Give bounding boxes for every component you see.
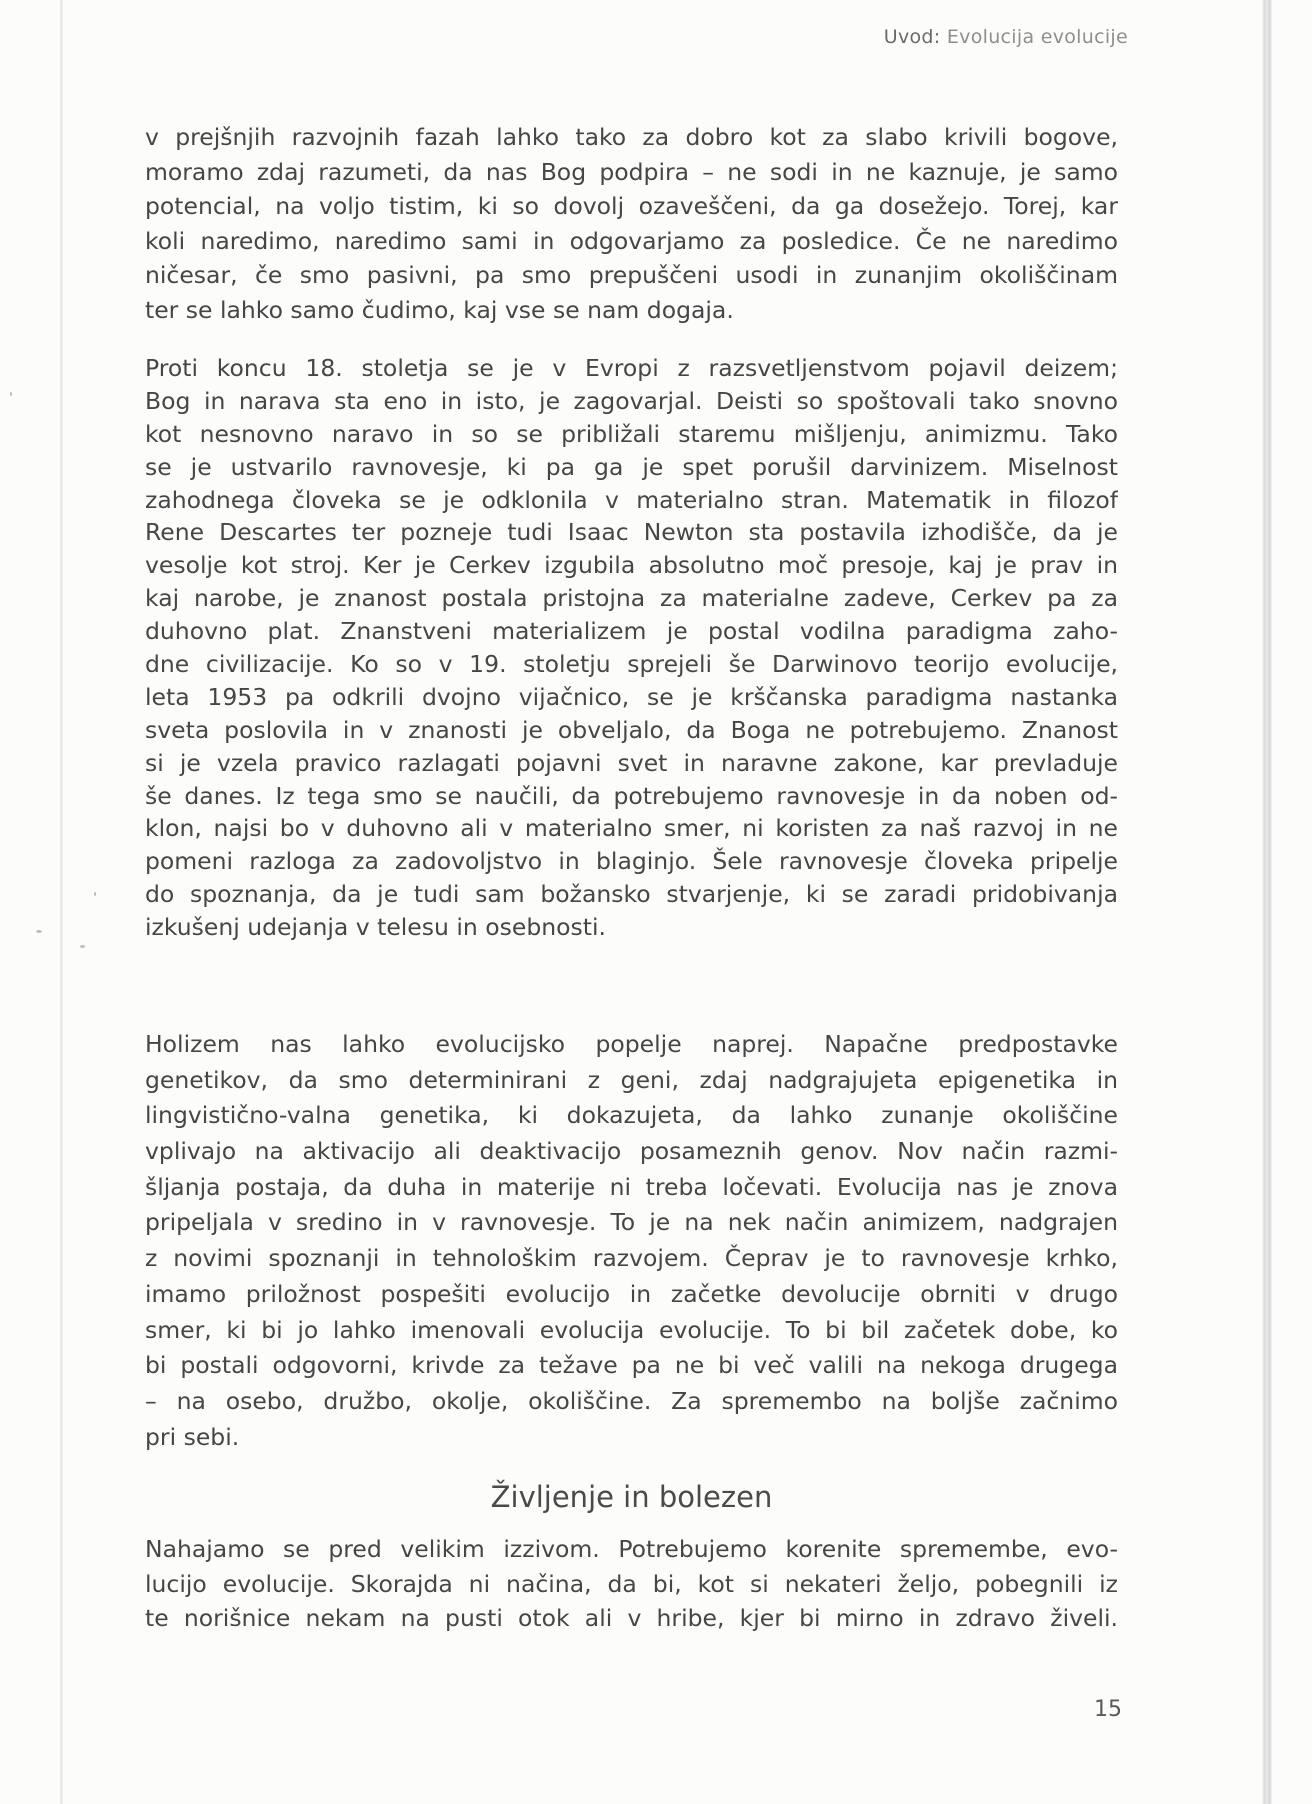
paragraph-4 bbox=[145, 1532, 1118, 1636]
text-line: zahodnega človeka se je odklonila v materialno stran. Matematik in filozof bbox=[145, 485, 1118, 514]
page-number: 15 bbox=[1094, 1697, 1122, 1722]
text-line: moramo zdaj razumeti, da nas Bog podpira – ne sodi in ne kaznuje, je samo bbox=[145, 157, 1118, 186]
text-line: Rene Descartes ter pozneje tudi Isaac Newton sta postavila izhodišče, da je bbox=[145, 518, 1118, 547]
text-line: – na osebo, družbo, okolje, okoliščine. Za spremembo na boljše začnimo bbox=[145, 1386, 1118, 1415]
page-left-edge-shadow bbox=[60, 0, 63, 1804]
text-line: te norišnice nekam na pusti otok ali v hribe, kjer bi mirno in zdravo živeli. bbox=[145, 1604, 1118, 1632]
text-line: lucijo evolucije. Skorajda ni načina, da bi, kot si nekateri željo, pobegnili iz bbox=[145, 1569, 1118, 1598]
running-header-part: Uvod: bbox=[883, 26, 941, 48]
text-line: imamo priložnost pospešiti evolucijo in začetke devolucije obrniti v drugo bbox=[145, 1279, 1118, 1308]
text-line: dne civilizacije. Ko so v 19. stoletju sprejeli še Darwinovo teorijo evolucije, bbox=[145, 650, 1118, 679]
text-line: Proti koncu 18. stoletja se je v Evropi z razsvetljenstvom pojavil deizem; bbox=[145, 354, 1118, 382]
paragraph-1 bbox=[145, 120, 1118, 327]
text-line: ter se lahko samo čudimo, kaj vse se nam dogaja. bbox=[145, 295, 734, 324]
scan-speck bbox=[80, 945, 85, 948]
text-line: vplivajo na aktivacijo ali deaktivacijo posameznih genov. Nov način razmi- bbox=[145, 1137, 1118, 1166]
text-line: sveta poslovila in v znanosti je obveljalo, da Boga ne potrebujemo. Znanost bbox=[145, 715, 1118, 744]
text-line: do spoznanja, da je tudi sam božansko stvarjenje, ki se zaradi pridobivanja bbox=[145, 880, 1118, 909]
text-line: pomeni razloga za zadovoljstvo in blaginjo. Šele ravnovesje človeka pripelje bbox=[145, 847, 1118, 876]
text-line: si je vzela pravico razlagati pojavni svet in naravne zakone, kar prevladuje bbox=[145, 748, 1118, 777]
text-line: duhovno plat. Znanstveni materializem je postal vodilna paradigma zaho- bbox=[145, 617, 1118, 646]
text-line: smer, ki bi jo lahko imenovali evolucija evolucije. To bi bil začetek dobe, ko bbox=[145, 1315, 1118, 1344]
text-line: pri sebi. bbox=[145, 1422, 240, 1451]
text-line: vesolje kot stroj. Ker je Cerkev izgubila absolutno moč presoje, kaj je prav in bbox=[145, 551, 1118, 580]
text-line: bi postali odgovorni, krivde za težave pa ne bi več valili na nekoga drugega bbox=[145, 1351, 1118, 1380]
scan-speck bbox=[10, 392, 12, 396]
text-line: lingvistično-valna genetika, ki dokazujeta, da lahko zunanje okoliščine bbox=[145, 1101, 1118, 1130]
text-line: potencial, na voljo tistim, ki so dovolj ozaveščeni, da ga dosežejo. Torej, kar bbox=[145, 192, 1118, 220]
text-line: ničesar, če smo pasivni, pa smo prepuščeni usodi in zunanjim okoliščinam bbox=[145, 261, 1118, 289]
text-line: leta 1953 pa odkrili dvojno vijačnico, se je krščanska paradigma nastanka bbox=[145, 682, 1118, 711]
running-header bbox=[884, 26, 1128, 48]
text-line: šljanja postaja, da duha in materije ni treba ločevati. Evolucija nas je znova bbox=[145, 1172, 1118, 1201]
paragraph-2 bbox=[145, 352, 1118, 944]
scan-speck bbox=[94, 892, 96, 896]
text-line: z novimi spoznanji in tehnološkim razvojem. Čeprav je to ravnovesje krhko, bbox=[145, 1244, 1118, 1273]
text-line: Holizem nas lahko evolucijsko popelje naprej. Napačne predpostavke bbox=[145, 1030, 1118, 1058]
text-line: še danes. Iz tega smo se naučili, da potrebujemo ravnovesje in da noben od- bbox=[145, 781, 1118, 810]
text-line: genetikov, da smo determinirani z geni, zdaj nadgrajujeta epigenetika in bbox=[145, 1065, 1118, 1094]
text-line: izkušenj udejanja v telesu in osebnosti. bbox=[145, 913, 606, 942]
text-line: klon, najsi bo v duhovno ali v materialno smer, ni koristen za naš razvoj in ne bbox=[145, 814, 1118, 843]
section-heading: Življenje in bolezen bbox=[490, 1480, 773, 1514]
running-header-title: Evolucija evolucije bbox=[946, 26, 1128, 48]
text-line: Nahajamo se pred velikim izzivom. Potrebujemo korenite spremembe, evo- bbox=[145, 1535, 1118, 1563]
book-spine-shadow bbox=[1262, 0, 1272, 1804]
text-line: kaj narobe, je znanost postala pristojna za materialne zadeve, Cerkev pa za bbox=[145, 584, 1118, 613]
text-line: pripeljala v sredino in v ravnovesje. To je na nek način animizem, nadgrajen bbox=[145, 1208, 1118, 1237]
text-line: kot nesnovno naravo in so se približali staremu mišljenju, animizmu. Tako bbox=[145, 419, 1118, 448]
text-line: se je ustvarilo ravnovesje, ki pa ga je spet porušil darvinizem. Miselnost bbox=[145, 452, 1118, 481]
scan-speck bbox=[36, 930, 42, 933]
text-line: v prejšnjih razvojnih fazah lahko tako za dobro kot za slabo krivili bogove, bbox=[145, 123, 1118, 151]
text-line: koli naredimo, naredimo sami in odgovarjamo za posledice. Če ne naredimo bbox=[145, 226, 1118, 255]
text-line: Bog in narava sta eno in isto, je zagovarjal. Deisti so spoštovali tako snovno bbox=[145, 386, 1118, 415]
paragraph-3 bbox=[145, 1027, 1118, 1455]
